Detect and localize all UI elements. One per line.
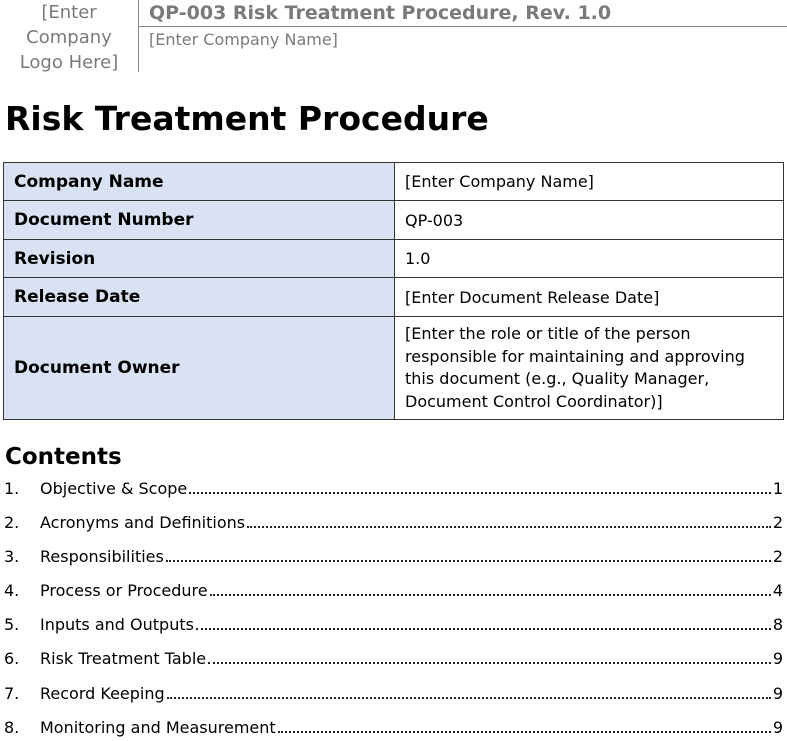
toc-title: Inputs and Outputs — [40, 614, 194, 634]
page-title: Risk Treatment Procedure — [5, 99, 489, 138]
table-row — [4, 240, 784, 278]
logo-line: Logo Here] — [19, 52, 119, 73]
info-value: [Enter Document Release Date] — [395, 278, 784, 317]
toc-title: Acronyms and Definitions — [40, 512, 246, 532]
toc-page-number: 9 — [772, 683, 783, 703]
toc-entry[interactable] — [0, 576, 787, 604]
toc-title: Process or Procedure — [40, 580, 208, 600]
logo-line: [Enter — [41, 2, 97, 23]
info-label: Company Name — [4, 163, 395, 201]
toc-leader-dots — [166, 560, 771, 562]
info-label: Revision — [4, 240, 395, 278]
toc-page-number: 4 — [772, 580, 783, 600]
toc-page-number: 2 — [772, 512, 783, 532]
toc-leader-dots — [278, 731, 771, 733]
info-label: Document Owner — [4, 317, 395, 420]
info-value: 1.0 — [395, 240, 784, 278]
toc-title: Monitoring and Measurement — [40, 717, 276, 737]
table-row — [4, 278, 784, 317]
toc-leader-dots — [196, 628, 771, 630]
document-info-table — [3, 162, 784, 420]
toc-title-wrap — [40, 684, 773, 703]
toc-page-number: 1 — [772, 478, 783, 498]
toc-number: 5. — [4, 614, 20, 634]
info-value: [Enter Company Name] — [395, 163, 784, 201]
header-divider-vertical — [138, 0, 139, 72]
info-value: QP-003 — [395, 201, 784, 240]
company-logo-placeholder — [0, 0, 138, 72]
toc-title: Record Keeping — [40, 683, 165, 703]
toc-entry[interactable] — [0, 644, 787, 672]
toc-page-number: 2 — [772, 546, 783, 566]
table-row — [4, 163, 784, 201]
toc-entry[interactable] — [0, 610, 787, 638]
toc-leader-dots — [167, 697, 771, 699]
toc-title-wrap — [40, 581, 773, 600]
toc-entry[interactable] — [0, 713, 787, 741]
contents-heading: Contents — [5, 444, 122, 470]
info-label: Release Date — [4, 278, 395, 317]
toc-number: 8. — [4, 717, 20, 737]
info-label: Document Number — [4, 201, 395, 240]
toc-number: 6. — [4, 648, 20, 668]
toc-entry[interactable] — [0, 474, 787, 502]
toc-title-wrap — [40, 479, 773, 498]
logo-line: Company — [26, 27, 112, 48]
toc-leader-dots — [208, 662, 771, 664]
toc-number: 4. — [4, 580, 20, 600]
toc-title-wrap — [40, 615, 773, 634]
toc-title: Risk Treatment Table — [40, 648, 207, 668]
toc-number: 1. — [4, 478, 20, 498]
toc-page-number: 9 — [772, 648, 783, 668]
toc-number: 7. — [4, 683, 20, 703]
header-doc-title: QP-003 Risk Treatment Procedure, Rev. 1.0 — [149, 2, 612, 24]
toc-title-wrap — [40, 547, 773, 566]
header-company-name: [Enter Company Name] — [149, 30, 338, 49]
table-row — [4, 317, 784, 420]
toc-title-wrap — [40, 649, 773, 668]
toc-entry[interactable] — [0, 679, 787, 707]
toc-number: 3. — [4, 546, 20, 566]
info-value: [Enter the role or title of the person responsible for maintaining and approving this document (e.g., Quality Manager, Document Control Coordinator)] — [395, 317, 784, 420]
toc-page-number: 9 — [772, 717, 783, 737]
toc-title: Responsibilities — [40, 546, 164, 566]
toc-title-wrap — [40, 718, 773, 737]
toc-title-wrap — [40, 513, 773, 532]
toc-entry[interactable] — [0, 542, 787, 570]
toc-leader-dots — [189, 492, 771, 494]
table-row — [4, 201, 784, 240]
toc-number: 2. — [4, 512, 20, 532]
toc-entry[interactable] — [0, 508, 787, 536]
toc-page-number: 8 — [772, 614, 783, 634]
toc-title: Objective & Scope — [40, 478, 188, 498]
toc-leader-dots — [210, 594, 771, 596]
header-divider-horizontal — [139, 26, 787, 27]
document-header — [0, 0, 787, 72]
toc-leader-dots — [247, 526, 771, 528]
